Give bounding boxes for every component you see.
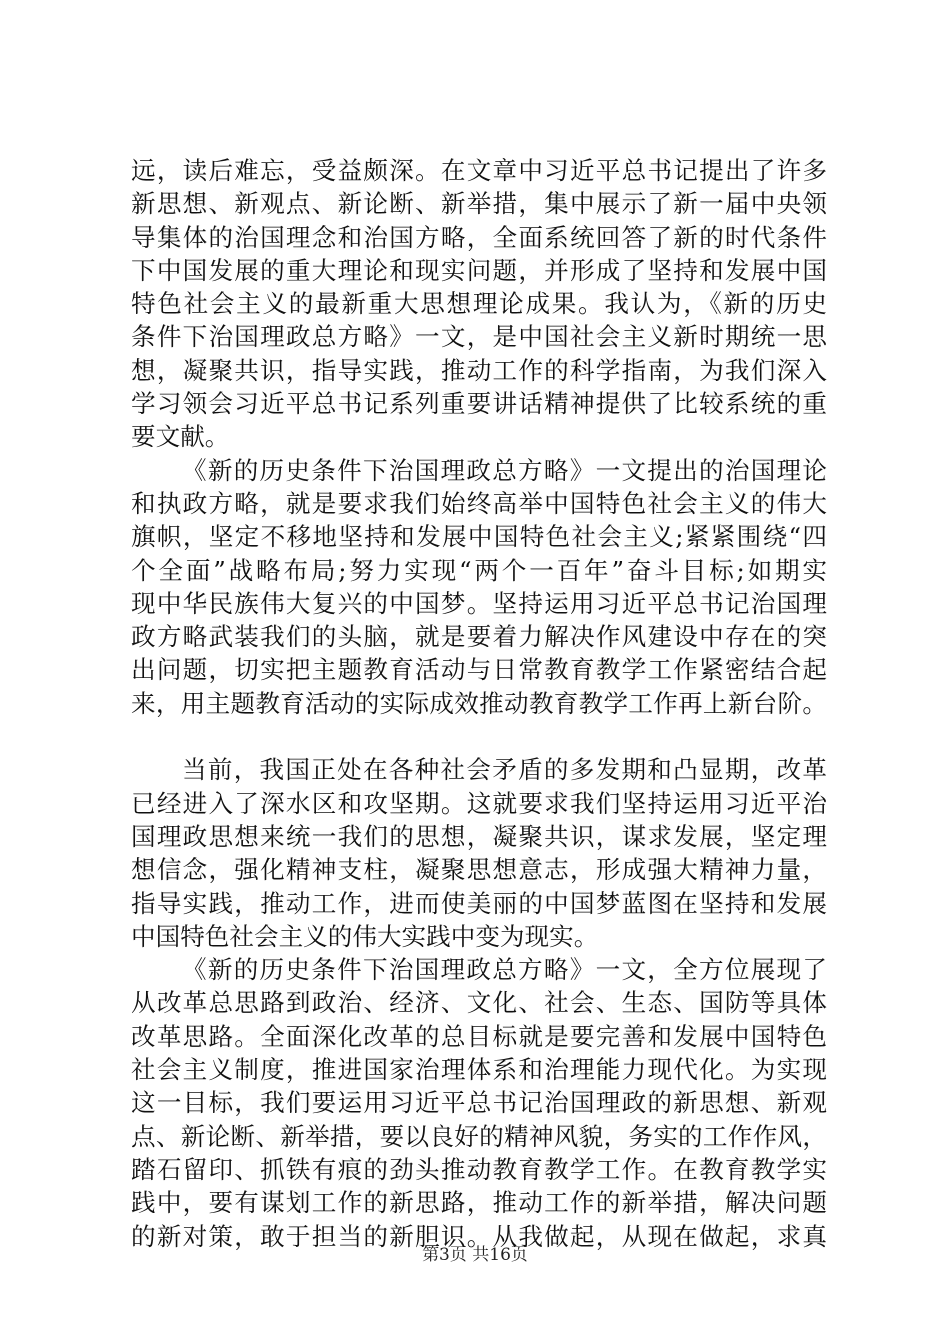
text-line: 的新对策，敢于担当的新胆识。从我做起，从现在做起，求真 — [131, 1221, 827, 1251]
text-line: 指导实践，推动工作，进而使美丽的中国梦蓝图在坚持和发展 — [131, 888, 827, 918]
text-line: 这一目标，我们要运用习近平总书记治国理政的新思想、新观 — [131, 1088, 827, 1118]
text-line: 新思想、新观点、新论断、新举措，集中展示了新一届中央领 — [131, 189, 827, 219]
paragraph-first-line: 《新的历史条件下治国理政总方略》一文提出的治国理论 — [182, 455, 827, 485]
text-line: 点、新论断、新举措，要以良好的精神风貌，务实的工作作风， — [131, 1121, 827, 1151]
text-line: 想，凝聚共识，指导实践，推动工作的科学指南，为我们深入 — [131, 355, 827, 385]
text-line: 和执政方略，就是要求我们始终高举中国特色社会主义的伟大 — [131, 488, 827, 518]
text-line: 远，读后难忘，受益颇深。在文章中习近平总书记提出了许多 — [131, 156, 827, 185]
text-line: 从改革总思路到政治、经济、文化、社会、生态、国防等具体 — [131, 988, 827, 1018]
text-line: 国理政思想来统一我们的思想，凝聚共识，谋求发展，坚定理 — [131, 821, 827, 851]
text-line: 想信念，强化精神支柱，凝聚思想意志，形成强大精神力量， — [131, 855, 827, 885]
paragraph-first-line: 《新的历史条件下治国理政总方略》一文，全方位展现了 — [182, 955, 827, 985]
text-line: 现中华民族伟大复兴的中国梦。坚持运用习近平总书记治国理 — [131, 588, 827, 618]
text-line: 出问题，切实把主题教育活动与日常教育教学工作紧密结合起 — [131, 655, 827, 685]
text-line: 已经进入了深水区和攻坚期。这就要求我们坚持运用习近平治 — [131, 788, 827, 818]
blank-line — [131, 720, 827, 753]
text-line: 下中国发展的重大理论和现实问题，并形成了坚持和发展中国 — [131, 255, 827, 285]
text-line: 导集体的治国理念和治国方略，全面系统回答了新的时代条件 — [131, 222, 827, 252]
page-number-footer: 第3页 共16页 — [422, 1245, 528, 1265]
text-line: 中国特色社会主义的伟大实践中变为现实。 — [131, 921, 599, 951]
text-line: 学习领会习近平总书记系列重要讲话精神提供了比较系统的重 — [131, 389, 827, 419]
text-line: 践中，要有谋划工作的新思路，推动工作的新举措，解决问题 — [131, 1188, 827, 1218]
text-line: 改革思路。全面深化改革的总目标就是要完善和发展中国特色 — [131, 1021, 827, 1051]
text-line: 要文献。 — [131, 422, 230, 452]
text-line: 社会主义制度，推进国家治理体系和治理能力现代化。为实现 — [131, 1055, 827, 1085]
text-line: 踏石留印、抓铁有痕的劲头推动教育教学工作。在教育教学实 — [131, 1154, 827, 1184]
text-line: 来，用主题教育活动的实际成效推动教育教学工作再上新台阶。 — [131, 688, 827, 718]
text-line: 旗帜，坚定不移地坚持和发展中国特色社会主义;紧紧围绕“四 — [131, 522, 827, 552]
text-line: 条件下治国理政总方略》一文，是中国社会主义新时期统一思 — [131, 322, 827, 352]
text-line: 政方略武装我们的头脑，就是要着力解决作风建设中存在的突 — [131, 622, 827, 652]
text-line: 特色社会主义的最新重大思想理论成果。我认为，《新的历史 — [131, 289, 827, 319]
document-body — [131, 154, 827, 1253]
text-line: 个全面”战略布局;努力实现“两个一百年”奋斗目标;如期实 — [131, 555, 827, 585]
paragraph-first-line: 当前，我国正处在各种社会矛盾的多发期和凸显期，改革 — [182, 755, 827, 785]
